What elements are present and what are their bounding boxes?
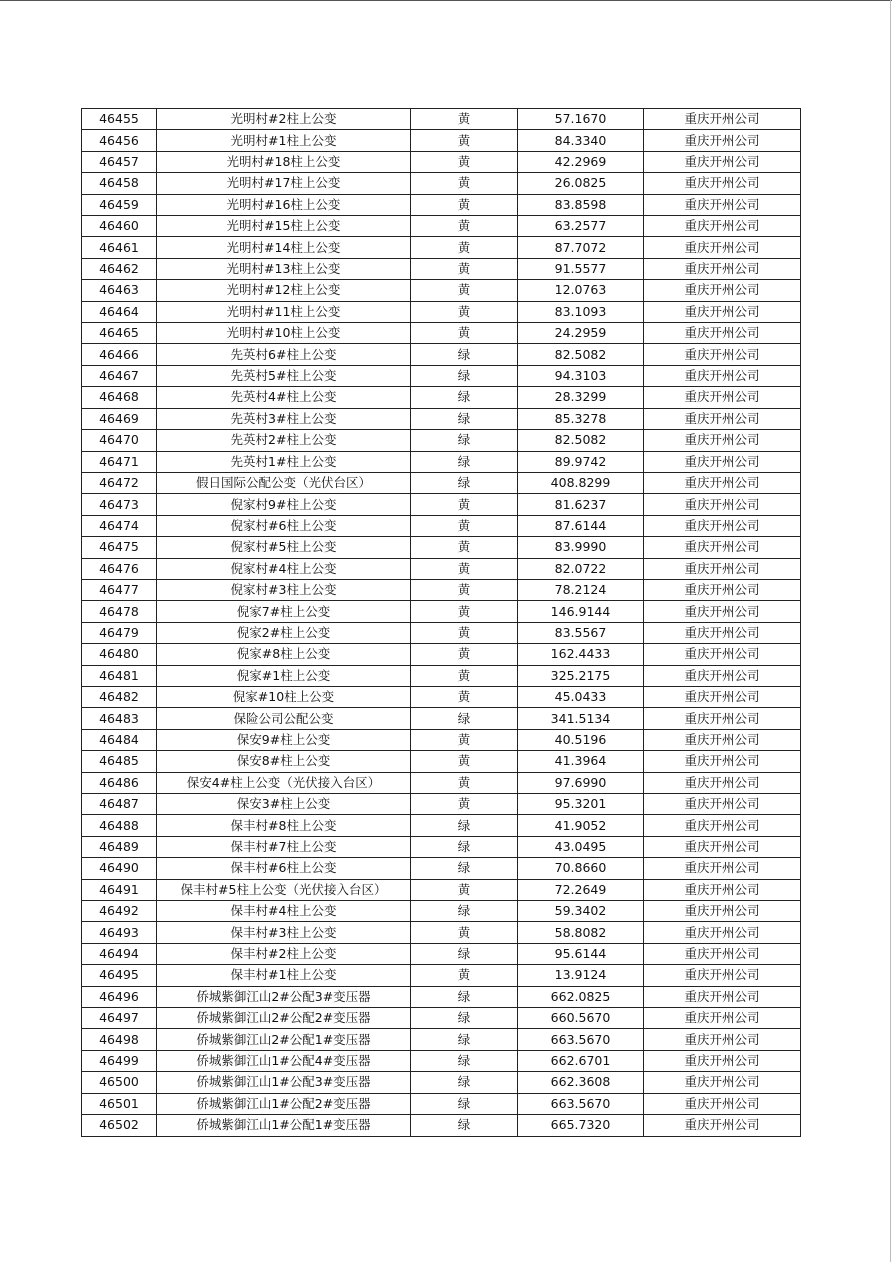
company-cell: 重庆开州公司 [644,1072,801,1093]
table-row [82,237,801,258]
transformer-name-cell: 先英村6#柱上公变 [157,344,411,365]
table-row [82,1008,801,1029]
table-row [82,280,801,301]
row-id-cell: 46460 [82,216,157,237]
table-row [82,622,801,643]
table-row [82,601,801,622]
status-color-cell: 绿 [411,1115,518,1136]
value-cell: 408.8299 [518,472,644,493]
status-color-cell: 黄 [411,237,518,258]
company-cell: 重庆开州公司 [644,344,801,365]
company-cell: 重庆开州公司 [644,494,801,515]
status-color-cell: 黄 [411,537,518,558]
row-id-cell: 46494 [82,943,157,964]
transformer-name-cell: 光明村#14柱上公变 [157,237,411,258]
value-cell: 91.5577 [518,258,644,279]
table-row [82,109,801,130]
company-cell: 重庆开州公司 [644,151,801,172]
transformer-name-cell: 保丰村#5柱上公变（光伏接入台区） [157,879,411,900]
table-row [82,430,801,451]
table-row [82,451,801,472]
company-cell: 重庆开州公司 [644,280,801,301]
value-cell: 24.2959 [518,323,644,344]
status-color-cell: 绿 [411,708,518,729]
status-color-cell: 黄 [411,772,518,793]
table-row [82,472,801,493]
transformer-name-cell: 倪家村#3柱上公变 [157,579,411,600]
transformer-name-cell: 光明村#10柱上公变 [157,323,411,344]
row-id-cell: 46484 [82,729,157,750]
transformer-name-cell: 倪家#10柱上公变 [157,686,411,707]
row-id-cell: 46477 [82,579,157,600]
table-row [82,216,801,237]
table-row [82,922,801,943]
row-id-cell: 46488 [82,815,157,836]
status-color-cell: 黄 [411,194,518,215]
transformer-name-cell: 先英村2#柱上公变 [157,430,411,451]
company-cell: 重庆开州公司 [644,601,801,622]
row-id-cell: 46495 [82,965,157,986]
value-cell: 83.9990 [518,537,644,558]
table-row [82,194,801,215]
status-color-cell: 黄 [411,323,518,344]
status-color-cell: 黄 [411,216,518,237]
status-color-cell: 绿 [411,1008,518,1029]
row-id-cell: 46485 [82,751,157,772]
table-row [82,579,801,600]
row-id-cell: 46480 [82,644,157,665]
transformer-name-cell: 倪家#8柱上公变 [157,644,411,665]
value-cell: 58.8082 [518,922,644,943]
value-cell: 663.5670 [518,1029,644,1050]
company-cell: 重庆开州公司 [644,301,801,322]
company-cell: 重庆开州公司 [644,815,801,836]
value-cell: 81.6237 [518,494,644,515]
row-id-cell: 46486 [82,772,157,793]
transformer-name-cell: 倪家#1柱上公变 [157,665,411,686]
value-cell: 87.7072 [518,237,644,258]
transformer-name-cell: 光明村#1柱上公变 [157,130,411,151]
transformer-name-cell: 光明村#11柱上公变 [157,301,411,322]
transformer-name-cell: 光明村#17柱上公变 [157,173,411,194]
table-row [82,858,801,879]
transformer-name-cell: 保丰村#1柱上公变 [157,965,411,986]
transformer-name-cell: 侨城紫御江山1#公配1#变压器 [157,1115,411,1136]
status-color-cell: 黄 [411,729,518,750]
row-id-cell: 46500 [82,1072,157,1093]
row-id-cell: 46482 [82,686,157,707]
company-cell: 重庆开州公司 [644,751,801,772]
table-row [82,537,801,558]
table-row [82,323,801,344]
status-color-cell: 绿 [411,943,518,964]
transformer-name-cell: 光明村#16柱上公变 [157,194,411,215]
transformer-name-cell: 保丰村#3柱上公变 [157,922,411,943]
transformer-name-cell: 光明村#12柱上公变 [157,280,411,301]
table-row [82,901,801,922]
status-color-cell: 黄 [411,794,518,815]
company-cell: 重庆开州公司 [644,430,801,451]
company-cell: 重庆开州公司 [644,173,801,194]
transformer-name-cell: 保安3#柱上公变 [157,794,411,815]
company-cell: 重庆开州公司 [644,558,801,579]
table-row [82,772,801,793]
transformer-name-cell: 倪家村#6柱上公变 [157,515,411,536]
table-row [82,494,801,515]
value-cell: 146.9144 [518,601,644,622]
company-cell: 重庆开州公司 [644,879,801,900]
value-cell: 660.5670 [518,1008,644,1029]
row-id-cell: 46459 [82,194,157,215]
transformer-name-cell: 侨城紫御江山1#公配4#变压器 [157,1050,411,1071]
value-cell: 94.3103 [518,365,644,386]
value-cell: 97.6990 [518,772,644,793]
status-color-cell: 绿 [411,472,518,493]
transformer-name-cell: 光明村#2柱上公变 [157,109,411,130]
status-color-cell: 黄 [411,558,518,579]
company-cell: 重庆开州公司 [644,922,801,943]
transformer-name-cell: 保安9#柱上公变 [157,729,411,750]
value-cell: 26.0825 [518,173,644,194]
value-cell: 41.9052 [518,815,644,836]
status-color-cell: 黄 [411,515,518,536]
table-row [82,986,801,1007]
company-cell: 重庆开州公司 [644,772,801,793]
row-id-cell: 46501 [82,1093,157,1114]
transformer-name-cell: 先英村5#柱上公变 [157,365,411,386]
status-color-cell: 黄 [411,644,518,665]
row-id-cell: 46468 [82,387,157,408]
row-id-cell: 46478 [82,601,157,622]
transformer-name-cell: 侨城紫御江山1#公配3#变压器 [157,1072,411,1093]
value-cell: 83.8598 [518,194,644,215]
value-cell: 162.4433 [518,644,644,665]
company-cell: 重庆开州公司 [644,794,801,815]
value-cell: 95.6144 [518,943,644,964]
transformer-name-cell: 光明村#13柱上公变 [157,258,411,279]
row-id-cell: 46483 [82,708,157,729]
row-id-cell: 46473 [82,494,157,515]
table-row [82,644,801,665]
value-cell: 665.7320 [518,1115,644,1136]
company-cell: 重庆开州公司 [644,237,801,258]
row-id-cell: 46470 [82,430,157,451]
table-row [82,1050,801,1071]
company-cell: 重庆开州公司 [644,1115,801,1136]
table-row [82,387,801,408]
transformer-name-cell: 倪家村#5柱上公变 [157,537,411,558]
company-cell: 重庆开州公司 [644,1093,801,1114]
company-cell: 重庆开州公司 [644,965,801,986]
row-id-cell: 46455 [82,109,157,130]
page-top-edge [0,0,892,1]
company-cell: 重庆开州公司 [644,858,801,879]
row-id-cell: 46487 [82,794,157,815]
status-color-cell: 黄 [411,622,518,643]
row-id-cell: 46469 [82,408,157,429]
transformer-name-cell: 倪家村9#柱上公变 [157,494,411,515]
row-id-cell: 46496 [82,986,157,1007]
company-cell: 重庆开州公司 [644,130,801,151]
transformer-name-cell: 光明村#15柱上公变 [157,216,411,237]
transformer-name-cell: 保丰村#6柱上公变 [157,858,411,879]
transformer-name-cell: 侨城紫御江山2#公配2#变压器 [157,1008,411,1029]
company-cell: 重庆开州公司 [644,537,801,558]
status-color-cell: 绿 [411,815,518,836]
value-cell: 325.2175 [518,665,644,686]
value-cell: 89.9742 [518,451,644,472]
status-color-cell: 黄 [411,301,518,322]
value-cell: 663.5670 [518,1093,644,1114]
value-cell: 82.5082 [518,344,644,365]
company-cell: 重庆开州公司 [644,665,801,686]
value-cell: 83.1093 [518,301,644,322]
transformer-name-cell: 先英村3#柱上公变 [157,408,411,429]
status-color-cell: 黄 [411,965,518,986]
status-color-cell: 黄 [411,665,518,686]
table-row [82,301,801,322]
status-color-cell: 黄 [411,601,518,622]
value-cell: 57.1670 [518,109,644,130]
status-color-cell: 绿 [411,451,518,472]
company-cell: 重庆开州公司 [644,515,801,536]
company-cell: 重庆开州公司 [644,644,801,665]
company-cell: 重庆开州公司 [644,387,801,408]
transformer-name-cell: 倪家7#柱上公变 [157,601,411,622]
value-cell: 28.3299 [518,387,644,408]
row-id-cell: 46492 [82,901,157,922]
status-color-cell: 绿 [411,1072,518,1093]
row-id-cell: 46491 [82,879,157,900]
status-color-cell: 黄 [411,280,518,301]
company-cell: 重庆开州公司 [644,729,801,750]
transformer-name-cell: 倪家村#4柱上公变 [157,558,411,579]
value-cell: 70.8660 [518,858,644,879]
value-cell: 341.5134 [518,708,644,729]
company-cell: 重庆开州公司 [644,622,801,643]
row-id-cell: 46458 [82,173,157,194]
transformer-name-cell: 保安8#柱上公变 [157,751,411,772]
company-cell: 重庆开州公司 [644,323,801,344]
transformer-name-cell: 侨城紫御江山1#公配2#变压器 [157,1093,411,1114]
status-color-cell: 黄 [411,686,518,707]
row-id-cell: 46474 [82,515,157,536]
value-cell: 72.2649 [518,879,644,900]
status-color-cell: 黄 [411,151,518,172]
row-id-cell: 46456 [82,130,157,151]
value-cell: 63.2577 [518,216,644,237]
table-row [82,258,801,279]
table-row [82,836,801,857]
table-row [82,365,801,386]
company-cell: 重庆开州公司 [644,901,801,922]
table-row [82,708,801,729]
row-id-cell: 46490 [82,858,157,879]
table-row [82,965,801,986]
company-cell: 重庆开州公司 [644,986,801,1007]
table-row [82,665,801,686]
table-row [82,151,801,172]
transformer-name-cell: 先英村4#柱上公变 [157,387,411,408]
table-row [82,1029,801,1050]
value-cell: 43.0495 [518,836,644,857]
row-id-cell: 46472 [82,472,157,493]
value-cell: 45.0433 [518,686,644,707]
table-row [82,1072,801,1093]
transformer-name-cell: 侨城紫御江山2#公配1#变压器 [157,1029,411,1050]
status-color-cell: 黄 [411,879,518,900]
value-cell: 59.3402 [518,901,644,922]
row-id-cell: 46471 [82,451,157,472]
company-cell: 重庆开州公司 [644,472,801,493]
value-cell: 12.0763 [518,280,644,301]
table-row [82,130,801,151]
value-cell: 95.3201 [518,794,644,815]
transformer-table [81,108,801,1137]
value-cell: 662.6701 [518,1050,644,1071]
status-color-cell: 绿 [411,1050,518,1071]
row-id-cell: 46457 [82,151,157,172]
transformer-name-cell: 光明村#18柱上公变 [157,151,411,172]
table-row [82,1115,801,1136]
row-id-cell: 46499 [82,1050,157,1071]
company-cell: 重庆开州公司 [644,708,801,729]
row-id-cell: 46489 [82,836,157,857]
company-cell: 重庆开州公司 [644,1050,801,1071]
table-row [82,879,801,900]
company-cell: 重庆开州公司 [644,194,801,215]
value-cell: 40.5196 [518,729,644,750]
transformer-name-cell: 保丰村#4柱上公变 [157,901,411,922]
status-color-cell: 绿 [411,858,518,879]
row-id-cell: 46497 [82,1008,157,1029]
value-cell: 84.3340 [518,130,644,151]
row-id-cell: 46464 [82,301,157,322]
value-cell: 662.0825 [518,986,644,1007]
status-color-cell: 绿 [411,986,518,1007]
row-id-cell: 46465 [82,323,157,344]
status-color-cell: 绿 [411,344,518,365]
row-id-cell: 46481 [82,665,157,686]
row-id-cell: 46461 [82,237,157,258]
transformer-name-cell: 保丰村#8柱上公变 [157,815,411,836]
status-color-cell: 绿 [411,901,518,922]
table-row [82,344,801,365]
transformer-name-cell: 侨城紫御江山2#公配3#变压器 [157,986,411,1007]
page-right-edge [890,0,891,1262]
status-color-cell: 绿 [411,387,518,408]
row-id-cell: 46479 [82,622,157,643]
company-cell: 重庆开州公司 [644,1029,801,1050]
table-row [82,1093,801,1114]
value-cell: 82.5082 [518,430,644,451]
row-id-cell: 46498 [82,1029,157,1050]
company-cell: 重庆开州公司 [644,836,801,857]
status-color-cell: 黄 [411,258,518,279]
company-cell: 重庆开州公司 [644,408,801,429]
value-cell: 41.3964 [518,751,644,772]
status-color-cell: 黄 [411,751,518,772]
company-cell: 重庆开州公司 [644,258,801,279]
status-color-cell: 黄 [411,109,518,130]
value-cell: 78.2124 [518,579,644,600]
table-row [82,408,801,429]
status-color-cell: 黄 [411,494,518,515]
transformer-name-cell: 先英村1#柱上公变 [157,451,411,472]
value-cell: 87.6144 [518,515,644,536]
status-color-cell: 绿 [411,408,518,429]
table-row [82,558,801,579]
table-row [82,943,801,964]
value-cell: 85.3278 [518,408,644,429]
row-id-cell: 46476 [82,558,157,579]
company-cell: 重庆开州公司 [644,109,801,130]
transformer-name-cell: 保安4#柱上公变（光伏接入台区） [157,772,411,793]
row-id-cell: 46493 [82,922,157,943]
table-row [82,751,801,772]
company-cell: 重庆开州公司 [644,1008,801,1029]
value-cell: 83.5567 [518,622,644,643]
row-id-cell: 46475 [82,537,157,558]
status-color-cell: 黄 [411,922,518,943]
transformer-name-cell: 保丰村#2柱上公变 [157,943,411,964]
company-cell: 重庆开州公司 [644,579,801,600]
status-color-cell: 绿 [411,836,518,857]
status-color-cell: 绿 [411,430,518,451]
value-cell: 82.0722 [518,558,644,579]
transformer-name-cell: 保险公司公配公变 [157,708,411,729]
row-id-cell: 46463 [82,280,157,301]
table-row [82,686,801,707]
company-cell: 重庆开州公司 [644,451,801,472]
table-row [82,729,801,750]
row-id-cell: 46467 [82,365,157,386]
transformer-name-cell: 假日国际公配公变（光伏台区） [157,472,411,493]
company-cell: 重庆开州公司 [644,216,801,237]
status-color-cell: 黄 [411,579,518,600]
transformer-name-cell: 保丰村#7柱上公变 [157,836,411,857]
table-row [82,794,801,815]
status-color-cell: 黄 [411,173,518,194]
value-cell: 662.3608 [518,1072,644,1093]
status-color-cell: 黄 [411,130,518,151]
row-id-cell: 46462 [82,258,157,279]
transformer-name-cell: 倪家2#柱上公变 [157,622,411,643]
value-cell: 13.9124 [518,965,644,986]
value-cell: 42.2969 [518,151,644,172]
company-cell: 重庆开州公司 [644,943,801,964]
table-row [82,815,801,836]
row-id-cell: 46466 [82,344,157,365]
company-cell: 重庆开州公司 [644,686,801,707]
company-cell: 重庆开州公司 [644,365,801,386]
table-row [82,515,801,536]
table-row [82,173,801,194]
status-color-cell: 绿 [411,365,518,386]
status-color-cell: 绿 [411,1029,518,1050]
table-body [82,109,801,1137]
status-color-cell: 绿 [411,1093,518,1114]
row-id-cell: 46502 [82,1115,157,1136]
